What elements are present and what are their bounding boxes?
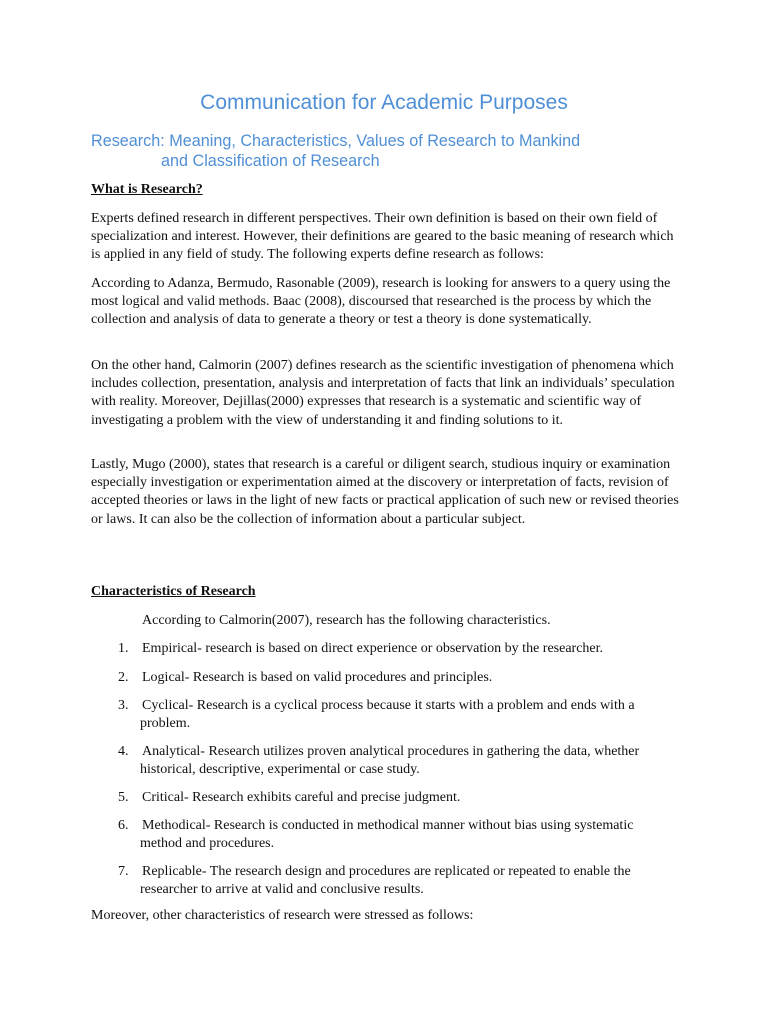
list-item-text: Replicable- The research design and procedures are replicated or repeated to enable the	[142, 864, 631, 879]
list-item-number: 1.	[118, 641, 129, 656]
document-subtitle	[91, 131, 711, 171]
paragraph-4: Lastly, Mugo (2000), states that research is a careful or diligent search, studious inquiry or examination especially investigation or experimentation aimed at the discovery or interpretation of facts, revision of accepted theories or laws in the light of new facts or practical application of such new or revised theories or laws. It can also be the collection of information about a particular subject.	[91, 457, 679, 527]
list-item	[118, 640, 678, 658]
list-item-continuation: problem.	[140, 716, 191, 732]
list-item-text: Logical- Research is based on valid procedures and principles.	[142, 670, 493, 685]
document-title: Communication for Academic Purposes	[200, 91, 568, 114]
list-item	[118, 789, 678, 807]
subtitle-line-2: and Classification of Research	[161, 152, 380, 170]
list-item-text: Empirical- research is based on direct experience or observation by the researcher.	[142, 641, 604, 656]
characteristics-intro: According to Calmorin(2007), research has the following characteristics.	[142, 613, 551, 628]
list-item-number: 3.	[118, 698, 129, 713]
paragraph-2: According to Adanza, Bermudo, Rasonable (2009), research is looking for answers to a query using the most logical and valid methods. Baac (2008), discoursed that researched is the process by which the collection and analysis of data to generate a theory or test a theory is done systematically.	[91, 276, 671, 328]
list-item	[118, 697, 678, 733]
list-item-text: Methodical- Research is conducted in methodical manner without bias using systematic	[142, 818, 634, 833]
list-item	[118, 743, 678, 779]
section-heading-characteristics: Characteristics of Research	[91, 584, 256, 599]
paragraph-3: On the other hand, Calmorin (2007) defines research as the scientific investigation of phenomena which includes collection, presentation, analysis and interpretation of facts that link an individuals’ speculation with reality. Moreover, Dejillas(2000) expresses that research is a systematic and scientific way of investigating a problem with the view of understanding it and finding solutions to it.	[91, 358, 675, 428]
list-item-number: 5.	[118, 790, 129, 805]
list-item-number: 6.	[118, 818, 129, 833]
list-item-number: 4.	[118, 744, 129, 759]
list-item	[118, 863, 678, 899]
list-item-continuation: historical, descriptive, experimental or case study.	[140, 762, 420, 778]
list-item-number: 7.	[118, 864, 129, 879]
paragraph-1: Experts defined research in different perspectives. Their own definition is based on their own field of specialization and interest. However, their definitions are geared to the basic meaning of research which is applied in any field of study. The following experts define research as follows:	[91, 211, 674, 263]
list-item-number: 2.	[118, 670, 129, 685]
list-item-text: Critical- Research exhibits careful and precise judgment.	[142, 790, 461, 805]
closing-paragraph: Moreover, other characteristics of research were stressed as follows:	[91, 908, 474, 923]
subtitle-line-1: Research: Meaning, Characteristics, Values of Research to Mankind	[91, 132, 581, 150]
list-item-continuation: researcher to arrive at valid and conclusive results.	[140, 882, 424, 898]
list-item	[118, 817, 678, 853]
list-item-text: Cyclical- Research is a cyclical process because it starts with a problem and ends with a	[142, 698, 635, 713]
list-item-continuation: method and procedures.	[140, 836, 275, 852]
section-heading-what-is-research: What is Research?	[91, 182, 203, 197]
list-item-text: Analytical- Research utilizes proven analytical procedures in gathering the data, whether	[142, 744, 640, 759]
list-item	[118, 669, 678, 687]
